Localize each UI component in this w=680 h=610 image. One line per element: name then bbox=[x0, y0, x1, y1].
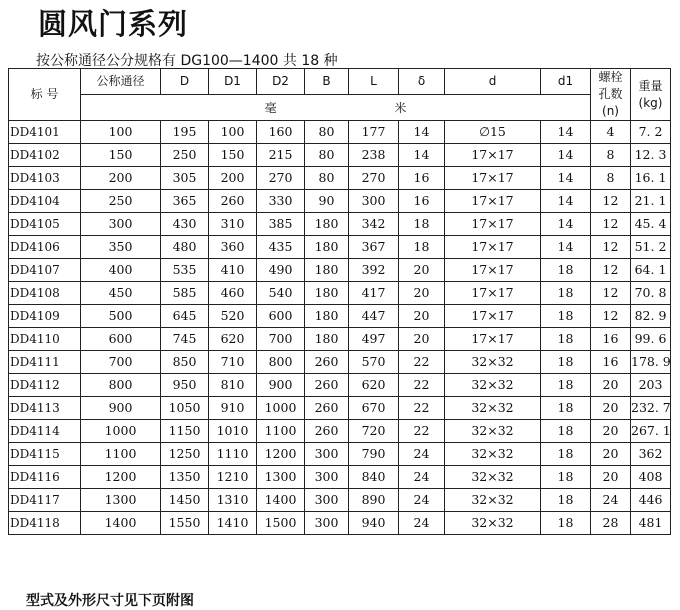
unit-left: 毫 bbox=[264, 100, 277, 115]
cell-B: 180 bbox=[305, 328, 349, 351]
cell-D: 585 bbox=[161, 282, 209, 305]
spec-table bbox=[8, 68, 671, 535]
cell-bolt-count: 20 bbox=[591, 397, 631, 420]
cell-code: DD4112 bbox=[9, 374, 81, 397]
cell-d: 32×32 bbox=[445, 351, 541, 374]
cell-B: 80 bbox=[305, 121, 349, 144]
header-code: 标 号 bbox=[9, 69, 81, 121]
cell-delta: 20 bbox=[399, 305, 445, 328]
cell-delta: 22 bbox=[399, 420, 445, 443]
cell-weight: 12. 3 bbox=[631, 144, 671, 167]
header-B: B bbox=[305, 69, 349, 95]
cell-d1: 14 bbox=[541, 190, 591, 213]
cell-D1: 410 bbox=[209, 259, 257, 282]
cell-delta: 24 bbox=[399, 489, 445, 512]
cell-D1: 200 bbox=[209, 167, 257, 190]
cell-D1: 100 bbox=[209, 121, 257, 144]
cell-d1: 14 bbox=[541, 167, 591, 190]
cell-d1: 18 bbox=[541, 443, 591, 466]
cell-L: 840 bbox=[349, 466, 399, 489]
cell-weight: 99. 6 bbox=[631, 328, 671, 351]
cell-L: 392 bbox=[349, 259, 399, 282]
cell-D1: 1210 bbox=[209, 466, 257, 489]
cell-bolt-count: 20 bbox=[591, 374, 631, 397]
table-row bbox=[9, 144, 671, 167]
header-weight bbox=[631, 69, 671, 121]
cell-delta: 18 bbox=[399, 213, 445, 236]
cell-delta: 14 bbox=[399, 144, 445, 167]
cell-d1: 18 bbox=[541, 328, 591, 351]
cell-D: 480 bbox=[161, 236, 209, 259]
cell-weight: 481 bbox=[631, 512, 671, 535]
header-delta: δ bbox=[399, 69, 445, 95]
cell-weight: 232. 7 bbox=[631, 397, 671, 420]
table-row bbox=[9, 397, 671, 420]
cell-B: 300 bbox=[305, 489, 349, 512]
cell-bolt-count: 20 bbox=[591, 420, 631, 443]
cell-D: 1150 bbox=[161, 420, 209, 443]
table-row bbox=[9, 121, 671, 144]
cell-code: DD4118 bbox=[9, 512, 81, 535]
cell-d1: 18 bbox=[541, 282, 591, 305]
cell-weight: 21. 1 bbox=[631, 190, 671, 213]
cell-D2: 435 bbox=[257, 236, 305, 259]
cell-d: 17×17 bbox=[445, 167, 541, 190]
cell-L: 890 bbox=[349, 489, 399, 512]
cell-d: 32×32 bbox=[445, 489, 541, 512]
cell-code: DD4107 bbox=[9, 259, 81, 282]
cell-bolt-count: 12 bbox=[591, 213, 631, 236]
cell-B: 260 bbox=[305, 397, 349, 420]
cell-delta: 20 bbox=[399, 328, 445, 351]
table-row bbox=[9, 374, 671, 397]
cell-code: DD4115 bbox=[9, 443, 81, 466]
cell-L: 417 bbox=[349, 282, 399, 305]
table-row bbox=[9, 259, 671, 282]
cell-dn: 400 bbox=[81, 259, 161, 282]
unit-row bbox=[9, 95, 671, 121]
header-d: d bbox=[445, 69, 541, 95]
table-row bbox=[9, 420, 671, 443]
cell-B: 300 bbox=[305, 512, 349, 535]
cell-d: 17×17 bbox=[445, 236, 541, 259]
cell-bolt-count: 12 bbox=[591, 305, 631, 328]
cell-code: DD4117 bbox=[9, 489, 81, 512]
cell-bolt-count: 20 bbox=[591, 443, 631, 466]
cell-D2: 1400 bbox=[257, 489, 305, 512]
cell-D2: 540 bbox=[257, 282, 305, 305]
table-row bbox=[9, 167, 671, 190]
cell-dn: 1000 bbox=[81, 420, 161, 443]
cell-B: 180 bbox=[305, 213, 349, 236]
cell-d1: 14 bbox=[541, 213, 591, 236]
cell-bolt-count: 12 bbox=[591, 259, 631, 282]
cell-delta: 22 bbox=[399, 397, 445, 420]
cell-d1: 18 bbox=[541, 397, 591, 420]
cell-B: 180 bbox=[305, 305, 349, 328]
header-d1: d1 bbox=[541, 69, 591, 95]
cell-D1: 460 bbox=[209, 282, 257, 305]
header-D2: D2 bbox=[257, 69, 305, 95]
table-row bbox=[9, 282, 671, 305]
cell-D: 535 bbox=[161, 259, 209, 282]
cell-bolt-count: 8 bbox=[591, 144, 631, 167]
cell-D1: 1310 bbox=[209, 489, 257, 512]
cell-D1: 620 bbox=[209, 328, 257, 351]
cell-D1: 150 bbox=[209, 144, 257, 167]
header-D1: D1 bbox=[209, 69, 257, 95]
table-row bbox=[9, 236, 671, 259]
cell-D: 645 bbox=[161, 305, 209, 328]
cell-L: 447 bbox=[349, 305, 399, 328]
cell-D2: 1500 bbox=[257, 512, 305, 535]
cell-dn: 150 bbox=[81, 144, 161, 167]
cell-code: DD4108 bbox=[9, 282, 81, 305]
cell-B: 260 bbox=[305, 420, 349, 443]
cell-bolt-count: 16 bbox=[591, 351, 631, 374]
cell-d: 32×32 bbox=[445, 374, 541, 397]
cell-D1: 260 bbox=[209, 190, 257, 213]
cell-code: DD4116 bbox=[9, 466, 81, 489]
cell-delta: 20 bbox=[399, 259, 445, 282]
cell-B: 180 bbox=[305, 282, 349, 305]
cell-bolt-count: 8 bbox=[591, 167, 631, 190]
cell-weight: 45. 4 bbox=[631, 213, 671, 236]
cell-d1: 18 bbox=[541, 512, 591, 535]
header-bolt-count bbox=[591, 69, 631, 121]
cell-code: DD4102 bbox=[9, 144, 81, 167]
cell-D: 305 bbox=[161, 167, 209, 190]
cell-D2: 385 bbox=[257, 213, 305, 236]
cell-bolt-count: 4 bbox=[591, 121, 631, 144]
cell-dn: 1300 bbox=[81, 489, 161, 512]
cell-weight: 362 bbox=[631, 443, 671, 466]
cell-weight: 7. 2 bbox=[631, 121, 671, 144]
cell-D: 745 bbox=[161, 328, 209, 351]
cell-weight: 82. 9 bbox=[631, 305, 671, 328]
footer-note: 型式及外形尺寸见下页附图 bbox=[26, 593, 194, 609]
cell-d: 17×17 bbox=[445, 328, 541, 351]
cell-dn: 800 bbox=[81, 374, 161, 397]
cell-bolt-count: 20 bbox=[591, 466, 631, 489]
cell-d1: 18 bbox=[541, 259, 591, 282]
cell-bolt-count: 12 bbox=[591, 190, 631, 213]
cell-bolt-count: 16 bbox=[591, 328, 631, 351]
cell-D: 850 bbox=[161, 351, 209, 374]
cell-d: 32×32 bbox=[445, 420, 541, 443]
cell-weight: 408 bbox=[631, 466, 671, 489]
cell-code: DD4113 bbox=[9, 397, 81, 420]
cell-B: 90 bbox=[305, 190, 349, 213]
cell-L: 670 bbox=[349, 397, 399, 420]
cell-bolt-count: 24 bbox=[591, 489, 631, 512]
cell-L: 570 bbox=[349, 351, 399, 374]
cell-d: 32×32 bbox=[445, 397, 541, 420]
cell-D2: 800 bbox=[257, 351, 305, 374]
cell-d: 17×17 bbox=[445, 144, 541, 167]
cell-D1: 1110 bbox=[209, 443, 257, 466]
cell-dn: 450 bbox=[81, 282, 161, 305]
cell-code: DD4109 bbox=[9, 305, 81, 328]
table-row bbox=[9, 466, 671, 489]
cell-L: 790 bbox=[349, 443, 399, 466]
cell-code: DD4106 bbox=[9, 236, 81, 259]
cell-code: DD4103 bbox=[9, 167, 81, 190]
cell-B: 180 bbox=[305, 259, 349, 282]
cell-L: 720 bbox=[349, 420, 399, 443]
cell-D: 1250 bbox=[161, 443, 209, 466]
cell-delta: 22 bbox=[399, 374, 445, 397]
cell-d: ∅15 bbox=[445, 121, 541, 144]
cell-dn: 1400 bbox=[81, 512, 161, 535]
cell-code: DD4110 bbox=[9, 328, 81, 351]
cell-d1: 14 bbox=[541, 236, 591, 259]
cell-D1: 810 bbox=[209, 374, 257, 397]
cell-D1: 710 bbox=[209, 351, 257, 374]
cell-L: 342 bbox=[349, 213, 399, 236]
cell-delta: 22 bbox=[399, 351, 445, 374]
table-row bbox=[9, 190, 671, 213]
header-L: L bbox=[349, 69, 399, 95]
cell-d: 17×17 bbox=[445, 213, 541, 236]
header-bolt-line3: (n) bbox=[602, 104, 619, 118]
cell-delta: 24 bbox=[399, 512, 445, 535]
cell-delta: 16 bbox=[399, 167, 445, 190]
cell-B: 300 bbox=[305, 443, 349, 466]
cell-D2: 700 bbox=[257, 328, 305, 351]
cell-B: 260 bbox=[305, 351, 349, 374]
table-row bbox=[9, 443, 671, 466]
cell-D1: 520 bbox=[209, 305, 257, 328]
cell-D: 250 bbox=[161, 144, 209, 167]
table-row bbox=[9, 512, 671, 535]
cell-code: DD4105 bbox=[9, 213, 81, 236]
cell-L: 300 bbox=[349, 190, 399, 213]
cell-d1: 18 bbox=[541, 351, 591, 374]
page-subtitle: 按公称通径公分规格有 DG100—1400 共 18 种 bbox=[36, 53, 338, 69]
cell-weight: 267. 1 bbox=[631, 420, 671, 443]
cell-D: 195 bbox=[161, 121, 209, 144]
cell-weight: 178. 9 bbox=[631, 351, 671, 374]
cell-D1: 1010 bbox=[209, 420, 257, 443]
cell-d1: 14 bbox=[541, 144, 591, 167]
cell-weight: 70. 8 bbox=[631, 282, 671, 305]
cell-bolt-count: 12 bbox=[591, 236, 631, 259]
header-bolt-line2: 孔数 bbox=[598, 87, 623, 101]
table-row bbox=[9, 328, 671, 351]
unit-right: 米 bbox=[394, 100, 407, 115]
cell-L: 177 bbox=[349, 121, 399, 144]
cell-D2: 600 bbox=[257, 305, 305, 328]
cell-code: DD4101 bbox=[9, 121, 81, 144]
cell-D: 430 bbox=[161, 213, 209, 236]
cell-dn: 100 bbox=[81, 121, 161, 144]
cell-D1: 910 bbox=[209, 397, 257, 420]
unit-cell bbox=[81, 95, 591, 121]
cell-L: 940 bbox=[349, 512, 399, 535]
cell-D: 365 bbox=[161, 190, 209, 213]
cell-dn: 250 bbox=[81, 190, 161, 213]
cell-D2: 160 bbox=[257, 121, 305, 144]
cell-D: 1350 bbox=[161, 466, 209, 489]
header-weight-line2: (kg) bbox=[638, 95, 663, 110]
cell-weight: 51. 2 bbox=[631, 236, 671, 259]
cell-B: 80 bbox=[305, 167, 349, 190]
cell-B: 300 bbox=[305, 466, 349, 489]
cell-code: DD4104 bbox=[9, 190, 81, 213]
cell-d1: 18 bbox=[541, 374, 591, 397]
cell-D1: 1410 bbox=[209, 512, 257, 535]
page-title: 圆风门系列 bbox=[38, 7, 189, 41]
cell-dn: 700 bbox=[81, 351, 161, 374]
cell-D2: 270 bbox=[257, 167, 305, 190]
cell-d1: 14 bbox=[541, 121, 591, 144]
cell-d: 17×17 bbox=[445, 190, 541, 213]
cell-d: 32×32 bbox=[445, 466, 541, 489]
cell-dn: 1100 bbox=[81, 443, 161, 466]
cell-delta: 20 bbox=[399, 282, 445, 305]
cell-D2: 215 bbox=[257, 144, 305, 167]
cell-bolt-count: 28 bbox=[591, 512, 631, 535]
cell-weight: 203 bbox=[631, 374, 671, 397]
cell-D2: 1300 bbox=[257, 466, 305, 489]
cell-D2: 1100 bbox=[257, 420, 305, 443]
cell-d1: 18 bbox=[541, 305, 591, 328]
cell-D: 1550 bbox=[161, 512, 209, 535]
cell-D1: 310 bbox=[209, 213, 257, 236]
cell-L: 620 bbox=[349, 374, 399, 397]
table-row bbox=[9, 489, 671, 512]
header-weight-line1: 重量 bbox=[638, 78, 663, 93]
table-row bbox=[9, 305, 671, 328]
header-dn: 公称通径 bbox=[81, 69, 161, 95]
cell-code: DD4111 bbox=[9, 351, 81, 374]
cell-weight: 64. 1 bbox=[631, 259, 671, 282]
cell-D1: 360 bbox=[209, 236, 257, 259]
cell-delta: 16 bbox=[399, 190, 445, 213]
cell-D2: 1000 bbox=[257, 397, 305, 420]
cell-D2: 1200 bbox=[257, 443, 305, 466]
cell-D2: 330 bbox=[257, 190, 305, 213]
cell-L: 497 bbox=[349, 328, 399, 351]
cell-delta: 24 bbox=[399, 466, 445, 489]
cell-d1: 18 bbox=[541, 489, 591, 512]
cell-D: 950 bbox=[161, 374, 209, 397]
cell-dn: 350 bbox=[81, 236, 161, 259]
cell-delta: 18 bbox=[399, 236, 445, 259]
header-D: D bbox=[161, 69, 209, 95]
cell-B: 80 bbox=[305, 144, 349, 167]
cell-code: DD4114 bbox=[9, 420, 81, 443]
cell-bolt-count: 12 bbox=[591, 282, 631, 305]
cell-weight: 446 bbox=[631, 489, 671, 512]
cell-d: 32×32 bbox=[445, 512, 541, 535]
header-bolt-line1: 螺栓 bbox=[598, 70, 623, 84]
cell-dn: 1200 bbox=[81, 466, 161, 489]
cell-d1: 18 bbox=[541, 420, 591, 443]
cell-dn: 200 bbox=[81, 167, 161, 190]
header-row bbox=[9, 69, 671, 95]
cell-weight: 16. 1 bbox=[631, 167, 671, 190]
cell-B: 180 bbox=[305, 236, 349, 259]
cell-dn: 300 bbox=[81, 213, 161, 236]
cell-B: 260 bbox=[305, 374, 349, 397]
cell-d: 32×32 bbox=[445, 443, 541, 466]
cell-D: 1450 bbox=[161, 489, 209, 512]
cell-d1: 18 bbox=[541, 466, 591, 489]
cell-delta: 14 bbox=[399, 121, 445, 144]
cell-dn: 900 bbox=[81, 397, 161, 420]
cell-dn: 500 bbox=[81, 305, 161, 328]
cell-D2: 490 bbox=[257, 259, 305, 282]
table-row bbox=[9, 351, 671, 374]
cell-dn: 600 bbox=[81, 328, 161, 351]
cell-L: 270 bbox=[349, 167, 399, 190]
table-row bbox=[9, 213, 671, 236]
cell-D2: 900 bbox=[257, 374, 305, 397]
cell-d: 17×17 bbox=[445, 259, 541, 282]
cell-d: 17×17 bbox=[445, 305, 541, 328]
cell-d: 17×17 bbox=[445, 282, 541, 305]
cell-delta: 24 bbox=[399, 443, 445, 466]
cell-L: 367 bbox=[349, 236, 399, 259]
cell-L: 238 bbox=[349, 144, 399, 167]
cell-D: 1050 bbox=[161, 397, 209, 420]
